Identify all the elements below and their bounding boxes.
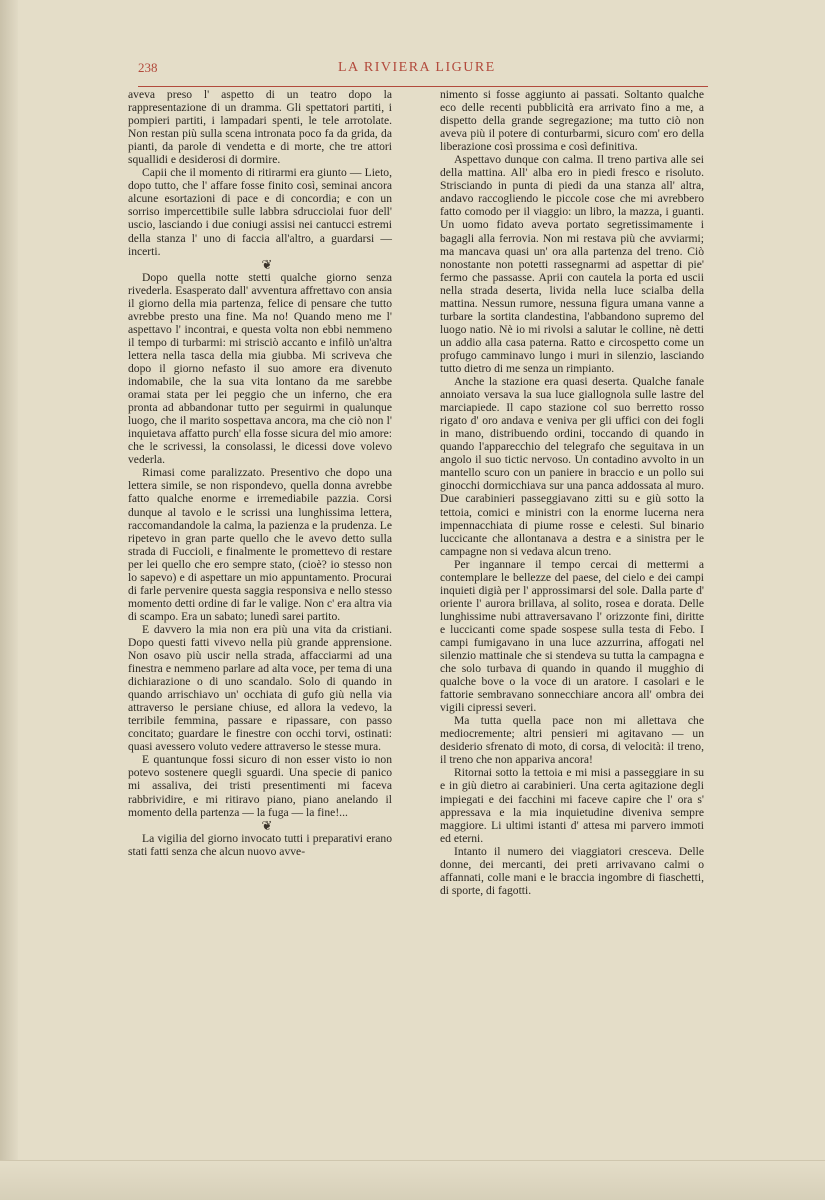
paragraph: Dopo quella notte stetti qualche giorno senza rivederla. Esasperato dall' avventura affrettavo con ansia il giorno della mia partenza, felice di pensare che tutto avrebbe presto una fine. Ma no! Quando meno me l' aspettavo l' incontrai, e questa volta non ebbi nemmeno il tempo di turbarmi: mi strisciò accanto e infilò un'altra lettera nella tasca della mia giubba. Mi scriveva che dopo il giorno nefasto il suo amore era divenuto indomabile, che la sua vita lontano da me sarebbe oramai stata per lei peggio che un inferno, che era pronta ad abbandonar tutto per seguirmi in qualunque luogo, che il marito sospettava ancora, ma che ciò non l' inquietava affatto purch' ella fosse sicura del mio amore: che le scrivessi, la consolassi, le dicessi dove volevo vederla. [128, 270, 392, 467]
paragraph: E davvero la mia non era più una vita da cristiani. Dopo questi fatti vivevo nella più grande apprensione. Non osavo più uscir nella strada, affacciarmi ad una finestra e nemmeno parlare ad alta voce, per tema di una dichiarazione o di uno scandalo. Solo di quando in quando arrischiavo un' occhiata di gufo giù nella via attraverso le persiane chiuse, ed allora la vedevo, la terribile femmina, passare e ripassare, con passo concitato; guardare le finestre con occhi torvi, ostinati: quasi avessero voluto vedere attraverso le stesse mura. [128, 622, 392, 754]
paragraph: Intanto il numero dei viaggiatori cresceva. Delle donne, dei mercanti, dei preti arrivavano calmi o affannati, colle mani e le braccia ingombre di fiaschetti, di sporte, di fagotti. [440, 844, 704, 897]
paragraph: aveva preso l' aspetto di un teatro dopo la rappresentazione di un dramma. Gli spettatori partiti, i pompieri partiti, i lampadari spenti, le tele arrotolate. Non restan più sulla scena intronata poco fa da grida, da pianti, da parole di vendetta e di morte, che tre attori squallidi e desiderosi di dormire. [128, 88, 392, 167]
page-bottom-edge [0, 1160, 825, 1200]
paragraph: Per ingannare il tempo cercai di mettermi a contemplare le bellezze del paese, del cielo e dei campi inquieti digià per l' approssimarsi del sole. Dalla parte d' oriente l' aurora brillava, al solito, rosea e dorata. Delle lunghissime nubi attraversavano l' orizzonte fini, diritte e luccicanti come spade sospese sulla testa di Febo. I campi fumigavano in una luce azzurrina, affogati nel silenzio mattinale che si stendeva su tutta la campagna e che solo turbava di quando in quando il mugghio di qualche bove o la voce di un aratore. I casolari e le fattorie sembravano sonnecchiare ancora all' ombra dei vigili cipressi severi. [440, 557, 704, 715]
running-title: LA RIVIERA LIGURE [338, 60, 496, 75]
paragraph: Anche la stazione era quasi deserta. Qualche fanale annoiato versava la sua luce giallognola sulle lastre del marciapiede. Il capo stazione col suo berretto rosso rigato d' oro andava e veniva per gli uffici con dei fogli in mano, distribuendo ordini, toccando di quando in quando l'apparecchio del telegrafo che seguitava in un angolo il suo tictic nervoso. Un contadino avvolto in un mantello scuro con un paniere in braccio e un pollo sui ginocchi dormicchiava sur una panca addossata al muro. Due carabinieri passeggiavano zitti su e giù sotto la tettoia, comici e ministri con la enorme lucerna nera impennacchiata di piume rosse e celesti. Sul binario luccicante che allontanava a destra e a sinistra per le campagne non si vedava alcun treno. [440, 375, 704, 558]
paragraph: La vigilia del giorno invocato tutti i preparativi erano stati fatti senza che alcun nuovo avve- [128, 831, 392, 858]
left-column [128, 88, 392, 858]
paragraph: Ritornai sotto la tettoia e mi misi a passeggiare in su e in giù dietro ai carabinieri. Una certa agitazione degli impiegati e dei facchini mi faceve capire che l' ora s' appressava e la mia inquietudine diveniva sempre maggiore. Li ultimi istanti d' attesa mi parvero immoti ed eterni. [440, 766, 704, 845]
paragraph: Ma tutta quella pace non mi allettava che mediocremente; altri pensieri mi agitavano — un desiderio sfrenato di moto, di corsa, di velocità: il treno, il treno che non appariva ancora! [440, 714, 704, 767]
section-ornament-icon: ❦ [261, 256, 273, 272]
paragraph: Aspettavo dunque con calma. Il treno partiva alle sei della mattina. All' alba ero in piedi fresco e risoluto. Strisciando in punta di piedi da una stanza all' altra, andavo raccogliendo le piccole cose che mi avrebbero fatto comodo per il viaggio: un libro, la mazza, i guanti. Un uomo fidato aveva portato segretissimamente i bagagli alla ferrovia. Non mi restava più che avviarmi; ma mancava quasi un' ora alla partenza del treno. Ciò nonostante non potetti rassegnarmi ad aspettar di pie' fermo che passasse. Aprii con cautela la porta ed uscii nella strada deserta, livida nella luce scialba della mattina. Nessun rumore, nessuna figura umana vanne a turbare la sortita clandestina, l'abbandono supremo del luogo natio. Nè io mi rivolsi a salutar le colline, nè detti un addio alla casa paterna. Ratto e circospetto come un profugo camminavo lungo i muri in silenzio, lasciando tutto dietro di me senza un rimpianto. [440, 153, 704, 375]
section-ornament-icon: ❦ [261, 817, 273, 833]
paragraph: E quantunque fossi sicuro di non esser visto io non potevo sostenere quegli sguardi. Una specie di panico mi assaliva, dei tristi presentimenti mi faceva rabbrividire, e mi ritiravo piano, piano anelando il momento della partenza — la fuga — la fine!... [128, 753, 392, 819]
page-header [138, 56, 708, 87]
page-gutter-shadow [0, 0, 18, 1200]
paragraph: Rimasi come paralizzato. Presentivo che dopo una lettera simile, se non rispondevo, quella donna avrebbe fatto qualche enorme e irremediabile pazzia. Corsi dunque al tavolo e le scrissi una lunghissima lettera, raccomandandole la calma, la pazienza e la prudenza. Le ripetevo in gran parte quello che le avevo detto sulla strada di Fuccioli, e finalmente le promettevo di restare per lei quello che ero sempre stato, (cioè? io stesso non lo sapevo) e di aspettare un mio appuntamento. Procurai di farle pervenire questa saggia responsiva e nello stesso momento detti ordine di far le valige. Non c' era altra via di scampo. Era un sabato; lunedì sarei partito. [128, 466, 392, 623]
right-column [440, 88, 704, 897]
page-number: 238 [138, 60, 158, 75]
paragraph: Capii che il momento di ritirarmi era giunto — Lieto, dopo tutto, che l' affare fosse finito così, seminai ancora alcune esortazioni di pace e di concordia; e con un sorriso impercettibile sulle labbra sdrucciolai fuor dell' uscio, lasciando i due coniugi assisi nei cantucci estremi della stanza l' uno di faccia all'altro, a guardarsi — incerti. [128, 166, 392, 258]
paragraph: nimento si fosse aggiunto ai passati. Soltanto qualche eco delle recenti pubblicità era arrivato fino a me, a dispetto della grande segregazione; ma tutto ciò non aveva più il potere di conturbarmi, sicuro com' ero della liberazione così prossima e così definitiva. [440, 88, 704, 154]
